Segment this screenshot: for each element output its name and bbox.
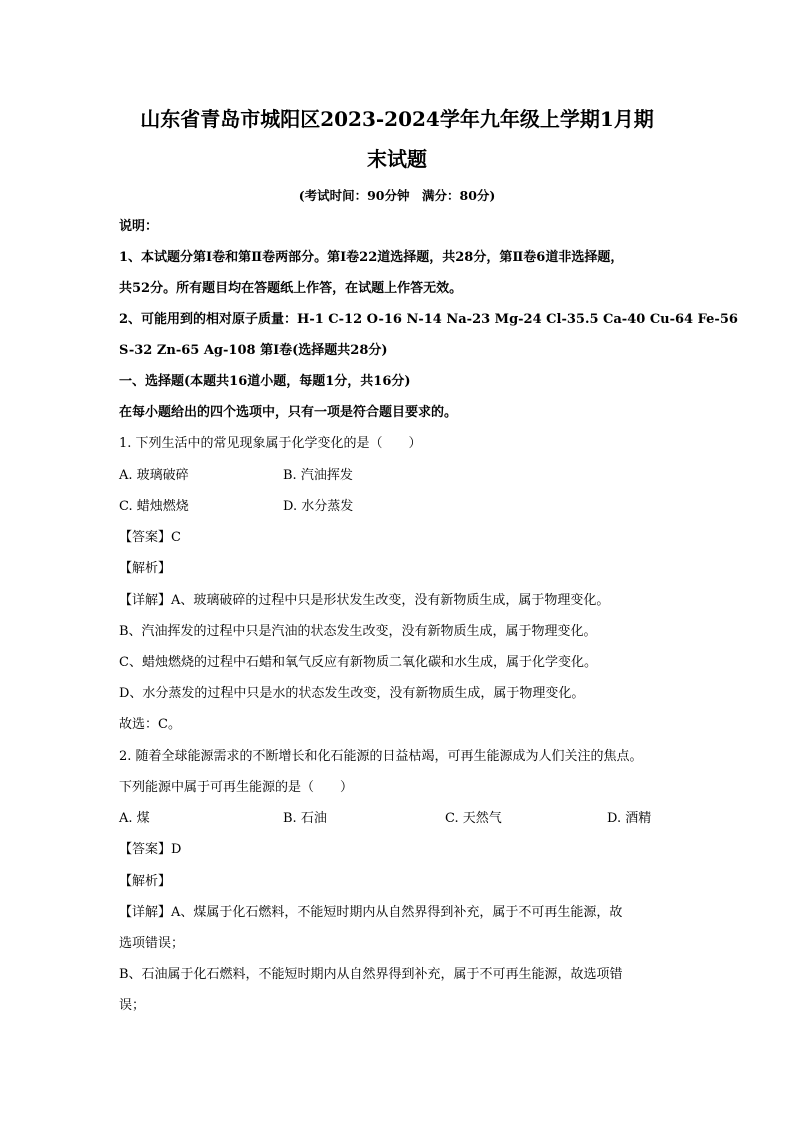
question-1-analysis-label: 【解析】 bbox=[119, 561, 172, 576]
exam-info: (考试时间：90分钟 满分：80分) bbox=[298, 188, 496, 203]
question-2-option-c: C. 天然气 bbox=[445, 811, 502, 826]
instructions-label: 说明： bbox=[119, 219, 159, 234]
question-1-detail-4: D、水分蒸发的过程中只是水的状态发生改变，没有新物质生成，属于物理变化。 bbox=[119, 686, 585, 701]
question-1-option-a: A. 玻璃破碎 bbox=[119, 468, 189, 483]
question-2-stem-line2: 下列能源中属于可再生能源的是（ ） bbox=[119, 780, 354, 795]
question-1-stem: 1. 下列生活中的常见现象属于化学变化的是（ ） bbox=[119, 436, 422, 451]
instruction-2-line2: S-32 Zn-65 Ag-108 第Ⅰ卷(选择题共28分) bbox=[119, 343, 388, 358]
instruction-1-line1: 1、本试题分第Ⅰ卷和第Ⅱ卷两部分。第Ⅰ卷22道选择题，共28分，第Ⅱ卷6道非选择题， bbox=[119, 250, 624, 265]
question-2-option-d: D. 酒精 bbox=[607, 811, 652, 826]
question-1-option-c: C. 蜡烛燃烧 bbox=[119, 499, 189, 514]
question-2-detail-1: 【详解】A、煤属于化石燃料，不能短时期内从自然界得到补充，属于不可再生能源，故 bbox=[119, 905, 623, 920]
section-heading: 一、选择题(本题共16道小题，每题1分，共16分) bbox=[119, 374, 411, 389]
question-2-detail-4: 误； bbox=[119, 998, 146, 1013]
question-2-analysis-label: 【解析】 bbox=[119, 874, 172, 889]
document-title-line2: 末试题 bbox=[367, 147, 427, 171]
question-2-option-b: B. 石油 bbox=[283, 811, 327, 826]
section-note: 在每小题给出的四个选项中，只有一项是符合题目要求的。 bbox=[119, 405, 458, 420]
question-2-option-a: A. 煤 bbox=[119, 811, 150, 826]
question-2-stem-line1: 2. 随着全球能源需求的不断增长和化石能源的日益枯竭，可再生能源成为人们关注的焦点。 bbox=[119, 749, 643, 764]
question-2-detail-2: 选项错误； bbox=[119, 936, 185, 951]
question-1-detail-3: C、蜡烛燃烧的过程中石蜡和氧气反应有新物质二氧化碳和水生成，属于化学变化。 bbox=[119, 655, 597, 670]
document-title-line1: 山东省青岛市城阳区2023-2024学年九年级上学期1月期 bbox=[140, 107, 654, 131]
question-2-detail-3: B、石油属于化石燃料，不能短时期内从自然界得到补充，属于不可再生能源，故选项错 bbox=[119, 967, 623, 982]
question-1-detail-2: B、汽油挥发的过程中只是汽油的状态发生改变，没有新物质生成，属于物理变化。 bbox=[119, 624, 597, 639]
question-1-option-d: D. 水分蒸发 bbox=[283, 499, 354, 514]
question-1-answer: 【答案】C bbox=[119, 530, 181, 545]
instruction-2-line1: 2、可能用到的相对原子质量：H-1 C-12 O-16 N-14 Na-23 Mg-24 Cl-35.5 Ca-40 Cu-64 Fe-56 bbox=[119, 312, 738, 327]
question-2-answer: 【答案】D bbox=[119, 842, 182, 857]
instruction-1-line2: 共52分。所有题目均在答题纸上作答，在试题上作答无效。 bbox=[119, 281, 463, 296]
question-1-detail-1: 【详解】A、玻璃破碎的过程中只是形状发生改变，没有新物质生成，属于物理变化。 bbox=[119, 593, 610, 608]
question-1-option-b: B. 汽油挥发 bbox=[283, 468, 353, 483]
question-1-detail-5: 故选：C。 bbox=[119, 717, 181, 732]
